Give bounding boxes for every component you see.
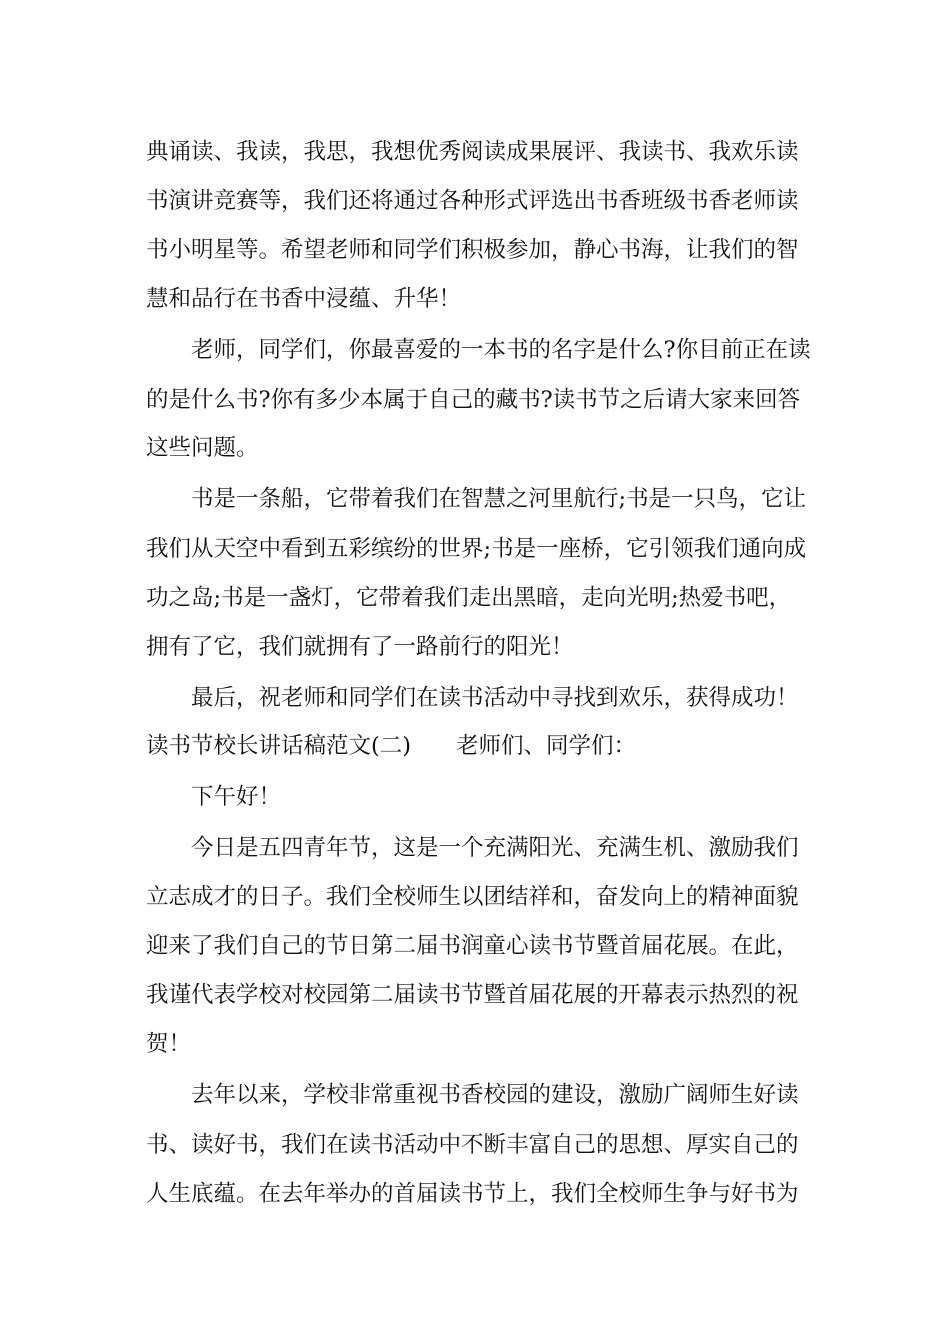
text-line: 书、读好书，我们在读书活动中不断丰富自己的思想、厚实自己的 [146,1132,799,1158]
paragraph-start-line: 老师，同学们，你最喜爱的一本书的名字是什么?你目前正在读 [191,337,811,363]
text-line: 贺！ [146,1031,192,1057]
text-line: 拥有了它，我们就拥有了一路前行的阳光！ [146,634,574,660]
greeting-line: 下午好！ [191,784,282,810]
text-line: 立志成才的日子。我们全校师生以团结祥和，奋发向上的精神面貌 [146,884,799,910]
text-line: 迎来了我们自己的节日第二届书润童心读书节暨首届花展。在此， [146,933,799,959]
text-line: 我谨代表学校对校园第二届读书节暨首届花展的开幕表示热烈的祝 [146,982,799,1008]
text-line: 的是什么书?你有多少本属于自己的藏书?读书节之后请大家来回答 [146,387,801,413]
text-line: 典诵读、我读，我思，我想优秀阅读成果展评、我读书、我欢乐读 [146,139,799,165]
text-line: 人生底蕴。在去年举办的首届读书节上，我们全校师生争与好书为 [146,1181,799,1207]
paragraph-start-line: 书是一条船，它带着我们在智慧之河里航行;书是一只鸟，它让 [191,486,807,512]
text-line: 慧和品行在书香中浸蕴、升华！ [146,286,462,312]
text-line: 书小明星等。希望老师和同学们积极参加，静心书海，让我们的智 [146,237,799,263]
paragraph-start-line: 最后，祝老师和同学们在读书活动中寻找到欢乐，获得成功！ [191,685,799,711]
paragraph-start-line: 今日是五四青年节，这是一个充满阳光、充满生机、激励我们 [191,835,799,861]
text-line: 功之岛;书是一盏灯，它带着我们走出黑暗，走向光明;热爱书吧， [146,585,792,611]
text-line: 书演讲竞赛等，我们还将通过各种形式评选出书香班级书香老师读 [146,188,799,214]
paragraph-start-line: 去年以来，学校非常重视书香校园的建设，激励广阔师生好读 [191,1082,799,1108]
text-line: 我们从天空中看到五彩缤纷的世界;书是一座桥，它引领我们通向成 [146,536,807,562]
text-line: 这些问题。 [146,435,259,461]
section-heading-line: 读书节校长讲话稿范文(二) 老师们、同学们： [146,733,637,759]
